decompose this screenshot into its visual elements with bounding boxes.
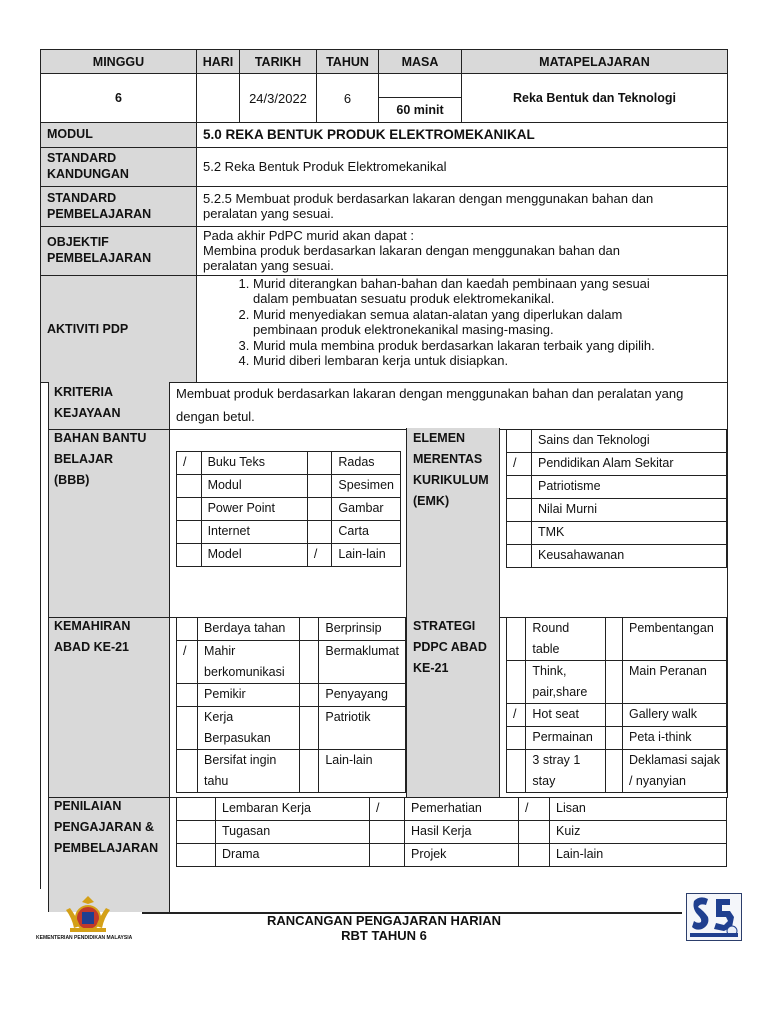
bbb-table — [176, 451, 401, 567]
kemahiran-tick[interactable]: / — [177, 641, 198, 684]
header-matapelajaran — [461, 49, 728, 74]
tarikh-cell — [239, 73, 317, 123]
kemahiran-tick[interactable] — [299, 750, 318, 793]
option-line: 3 stray 1 — [532, 753, 581, 767]
strategi-tick[interactable] — [507, 618, 526, 661]
bbb-option: Power Point — [201, 498, 307, 521]
bbb-option: Modul — [201, 475, 307, 498]
emk-option: Pendidikan Alam Sekitar — [532, 453, 727, 476]
sk-label-line2: KANDUNGAN — [47, 167, 129, 181]
bbb-label-line2: BELAJAR — [54, 452, 114, 466]
sp-value-cell — [196, 186, 728, 227]
strategi-option — [622, 704, 726, 727]
option-line: Peta i-think — [628, 730, 692, 744]
strategi-option — [622, 750, 726, 793]
emk-tick[interactable] — [507, 499, 532, 522]
option-line: Mahir — [204, 644, 236, 658]
kemahiran-option — [319, 707, 406, 750]
table-row — [177, 521, 401, 544]
op-label-cell — [40, 226, 197, 276]
bbb-tick[interactable]: / — [307, 544, 332, 567]
penilaian-option: Tugasan — [216, 821, 370, 844]
strategi-option — [526, 727, 605, 750]
kriteria-label — [54, 382, 120, 424]
bbb-option: Lain-lain — [332, 544, 401, 567]
footer-title — [142, 913, 626, 943]
op-line1: Pada akhir PdPC murid akan dapat : — [203, 228, 415, 243]
kriteria-label-line1: KRITERIA — [54, 385, 114, 399]
bbb-tick[interactable]: / — [177, 452, 202, 475]
list-item — [253, 276, 721, 307]
col-label: HARI — [202, 54, 234, 69]
penilaian-option: Drama — [216, 844, 370, 867]
strategi-tick[interactable] — [507, 661, 526, 704]
penilaian-tick[interactable] — [519, 844, 550, 867]
penilaian-label-line3: PEMBELAJARAN — [54, 841, 159, 855]
bbb-option: Model — [201, 544, 307, 567]
sk-label-line1: STANDARD — [47, 151, 117, 165]
sk-label-cell — [40, 147, 197, 187]
op-label-line1: OBJEKTIF — [47, 235, 109, 249]
bbb-label-line1: BAHAN BANTU — [54, 431, 147, 445]
strategi-tick[interactable] — [605, 727, 622, 750]
table-row — [507, 499, 727, 522]
kriteria-label-line2: KEJAYAAN — [54, 406, 121, 420]
table-row — [177, 452, 401, 475]
penilaian-tick[interactable] — [177, 798, 216, 821]
col-label: MASA — [401, 54, 439, 69]
tahun-value: 6 — [343, 90, 352, 106]
sp-line1: 5.2.5 Membuat produk berdasarkan lakaran dengan menggunakan bahan dan — [203, 191, 654, 206]
strategi-option — [526, 618, 605, 661]
aktiviti-item-line: pembinaan produk elektronekanikal masing-masing. — [253, 322, 554, 338]
penilaian-option: Lisan — [550, 798, 727, 821]
aktiviti-item-line: Murid diterangkan bahan-bahan dan kaedah pembinaan yang sesuai — [253, 276, 650, 291]
penilaian-tick[interactable] — [370, 821, 405, 844]
kemahiran-option — [198, 641, 300, 684]
kemahiran-option — [319, 750, 406, 793]
ministry-caption: KEMENTERIAN PENDIDIKAN MALAYSIA — [36, 935, 133, 941]
emk-table — [506, 429, 727, 568]
bbb-tick[interactable] — [307, 521, 332, 544]
op-line2: Membina produk berdasarkan lakaran dengan menggunakan bahan dan — [203, 243, 621, 258]
op-label-line2: PEMBELAJARAN — [47, 251, 152, 265]
emk-option: Patriotisme — [532, 476, 727, 499]
hari-cell — [196, 73, 240, 123]
header-masa — [378, 49, 462, 74]
lower-right-border — [727, 382, 728, 798]
option-line: stay — [532, 774, 556, 788]
list-item — [253, 307, 721, 338]
header-hari — [196, 49, 240, 74]
option-line: Permainan — [532, 730, 593, 744]
option-line: Hot seat — [532, 707, 579, 721]
matapelajaran-cell — [461, 73, 728, 123]
option-line: Lain-lain — [325, 753, 373, 767]
table-row — [177, 798, 727, 821]
kemahiran-tick[interactable] — [299, 684, 318, 707]
kemahiran-tick[interactable] — [299, 707, 318, 750]
table-row — [177, 475, 401, 498]
penilaian-option: Kuiz — [550, 821, 727, 844]
emk-label-line3: KURIKULUM — [413, 473, 489, 487]
strategi-tick[interactable] — [605, 750, 622, 793]
kemahiran-option — [319, 641, 406, 684]
penilaian-option: Pemerhatian — [405, 798, 519, 821]
table-row — [507, 476, 727, 499]
strategi-option — [526, 661, 605, 704]
table-row — [507, 545, 727, 568]
modul-value-cell — [196, 122, 728, 148]
tahun-cell — [316, 73, 379, 123]
aktiviti-item-line: Murid mula membina produk berdasarkan lakaran terbaik yang dipilih. — [253, 337, 655, 353]
table-row — [177, 750, 406, 793]
penilaian-tick[interactable]: / — [519, 798, 550, 821]
penilaian-label-line2: PENGAJARAN & — [54, 820, 155, 834]
table-row — [507, 704, 727, 727]
kemahiran-option — [198, 750, 300, 793]
option-line: Berdaya tahan — [204, 621, 286, 635]
option-line: Bersifat ingin — [204, 753, 277, 767]
kemahiran-option — [198, 707, 300, 750]
sp-line2: peralatan yang sesuai. — [203, 206, 334, 221]
table-row — [177, 544, 401, 567]
option-line: Round table — [532, 621, 570, 656]
emk-option: Nilai Murni — [532, 499, 727, 522]
kemahiran-tick[interactable] — [299, 618, 318, 641]
aktiviti-item-line: dalam pembuatan sesuatu produk elektromekanikal. — [253, 291, 555, 307]
option-line: Main Peranan — [628, 664, 707, 678]
bbb-option: Buku Teks — [201, 452, 307, 475]
hari-value — [197, 74, 239, 122]
emk-tick[interactable] — [507, 545, 532, 568]
strategi-tick[interactable] — [507, 727, 526, 750]
kemahiran-tick[interactable] — [177, 750, 198, 793]
emk-label — [413, 428, 489, 512]
table-row — [177, 641, 406, 684]
masa-cell — [378, 97, 462, 123]
emk-option: Keusahawanan — [532, 545, 727, 568]
table-row — [177, 684, 406, 707]
option-line: Pembentangan — [628, 621, 714, 635]
sk-value-cell — [196, 147, 728, 187]
penilaian-tick[interactable] — [370, 844, 405, 867]
option-line: Think, — [532, 664, 567, 678]
matapelajaran-value: Reka Bentuk dan Teknologi — [513, 91, 676, 105]
option-line: Gallery walk — [628, 707, 698, 721]
table-row — [507, 430, 727, 453]
option-line: Penyayang — [325, 687, 388, 701]
kemahiran-tick[interactable] — [299, 641, 318, 684]
table-row — [507, 750, 727, 793]
kemahiran-option — [198, 684, 300, 707]
strategi-tick[interactable] — [605, 704, 622, 727]
kriteria-text — [176, 382, 683, 428]
col-label: MINGGU — [92, 54, 145, 69]
kriteria-line1: Membuat produk berdasarkan lakaran dengan menggunakan bahan dan peralatan yang — [176, 386, 684, 401]
strategi-label-line3: KE-21 — [413, 661, 449, 675]
table-row — [177, 707, 406, 750]
kriteria-line2: dengan betul. — [176, 409, 255, 424]
masa-top-cell — [378, 73, 462, 98]
strategi-tick[interactable] — [507, 750, 526, 793]
header-tarikh — [239, 49, 317, 74]
table-row — [507, 727, 727, 750]
footer-title-line2: RBT TAHUN 6 — [341, 928, 427, 943]
footer-title-line1: RANCANGAN PENGAJARAN HARIAN — [266, 913, 501, 928]
school-logo-icon — [686, 893, 742, 941]
kemahiran-tick[interactable] — [177, 684, 198, 707]
bbb-tick[interactable] — [177, 498, 202, 521]
table-row — [507, 522, 727, 545]
penilaian-tick[interactable] — [177, 821, 216, 844]
kemahiran-option — [198, 618, 300, 641]
bbb-tick[interactable] — [177, 521, 202, 544]
kemahiran-label-line2: ABAD KE-21 — [54, 640, 130, 654]
emk-tick[interactable]: / — [507, 453, 532, 476]
option-line: pair,share — [532, 685, 588, 699]
modul-value: 5.0 REKA BENTUK PRODUK ELEKTROMEKANIKAL — [203, 127, 535, 142]
strategi-option — [622, 727, 726, 750]
lower-left-border — [40, 382, 41, 889]
sp-label-cell — [40, 186, 197, 227]
kemahiran-option — [319, 618, 406, 641]
aktiviti-value-cell — [196, 275, 728, 383]
table-row — [507, 661, 727, 704]
tarikh-value: 24/3/2022 — [249, 90, 307, 106]
strategi-option — [622, 661, 726, 704]
minggu-value: 6 — [115, 91, 122, 105]
emk-label-line1: ELEMEN — [413, 431, 466, 445]
col-label: TARIKH — [254, 54, 302, 69]
kemahiran-option — [319, 684, 406, 707]
emk-tick[interactable] — [507, 476, 532, 499]
strategi-option — [526, 750, 605, 793]
penilaian-option: Projek — [405, 844, 519, 867]
table-row — [507, 618, 727, 661]
header-minggu — [40, 49, 197, 74]
sp-label-line1: STANDARD — [47, 191, 117, 205]
strategi-table — [506, 617, 727, 793]
aktiviti-item-line: Murid menyediakan semua alatan-alatan yang diperlukan dalam — [253, 306, 623, 322]
option-line: Deklamasi sajak — [628, 753, 720, 767]
table-row — [507, 453, 727, 476]
bbb-tick[interactable] — [177, 544, 202, 567]
bbb-option: Radas — [332, 452, 401, 475]
penilaian-option: Lembaran Kerja — [216, 798, 370, 821]
penilaian-option: Lain-lain — [550, 844, 727, 867]
penilaian-tick[interactable] — [519, 821, 550, 844]
modul-label: MODUL — [47, 127, 93, 141]
penilaian-option: Hasil Kerja — [405, 821, 519, 844]
penilaian-label — [54, 796, 158, 859]
penilaian-tick[interactable]: / — [370, 798, 405, 821]
strategi-label — [413, 616, 487, 679]
option-line: / nyanyian — [628, 774, 686, 788]
strategi-option — [622, 618, 726, 661]
option-line: berkomunikasi — [204, 665, 285, 679]
sk-value: 5.2 Reka Bentuk Produk Elektromekanikal — [203, 159, 447, 174]
bbb-option: Spesimen — [332, 475, 401, 498]
emk-label-line4: (EMK) — [413, 494, 450, 508]
bbb-option: Gambar — [332, 498, 401, 521]
aktiviti-list — [203, 276, 721, 368]
school-logo — [686, 893, 742, 941]
modul-label-cell — [40, 122, 197, 148]
kemahiran-label — [54, 616, 130, 658]
sp-label-line2: PEMBELAJARAN — [47, 207, 152, 221]
strategi-tick[interactable] — [605, 618, 622, 661]
penilaian-tick[interactable] — [177, 844, 216, 867]
strategi-tick[interactable]: / — [507, 704, 526, 727]
col-label: MATAPELAJARAN — [539, 54, 650, 69]
bbb-label — [54, 428, 146, 491]
kemahiran-tick[interactable] — [177, 707, 198, 750]
option-line: Pemikir — [204, 687, 246, 701]
aktiviti-item-line: Murid diberi lembaran kerja untuk disiapkan. — [253, 353, 509, 369]
option-line: Patriotik — [325, 710, 371, 724]
kemahiran-tick[interactable] — [177, 618, 198, 641]
aktiviti-label: AKTIVITI PDP — [47, 322, 129, 336]
emk-tick[interactable] — [507, 430, 532, 453]
bbb-tick[interactable] — [307, 452, 332, 475]
masa-value: 60 minit — [396, 103, 444, 117]
emk-label-line2: MERENTAS — [413, 452, 483, 466]
kemahiran-label-line1: KEMAHIRAN — [54, 619, 131, 633]
table-row — [177, 498, 401, 521]
bbb-option: Internet — [201, 521, 307, 544]
strategi-tick[interactable] — [605, 661, 622, 704]
header-tahun — [316, 49, 379, 74]
strategi-label-line1: STRATEGI — [413, 619, 476, 633]
bbb-tick[interactable] — [307, 475, 332, 498]
strategi-label-line2: PDPC ABAD — [413, 640, 487, 654]
option-line: Bermaklumat — [325, 644, 399, 658]
bbb-tick[interactable] — [177, 475, 202, 498]
option-line: Kerja — [204, 710, 234, 724]
strategi-option — [526, 704, 605, 727]
option-line: Berprinsip — [325, 621, 382, 635]
list-item — [253, 338, 721, 353]
col-label: TAHUN — [326, 54, 369, 69]
aktiviti-label-cell — [40, 275, 197, 383]
table-row — [177, 844, 727, 867]
penilaian-label-line1: PENILAIAN — [54, 799, 122, 813]
op-line3: peralatan yang sesuai. — [203, 258, 334, 273]
option-line: tahu — [204, 774, 229, 788]
table-row — [177, 821, 727, 844]
op-value-cell — [196, 226, 728, 276]
minggu-cell — [40, 73, 197, 123]
kemahiran-table — [176, 617, 406, 793]
option-line: Berpasukan — [204, 731, 271, 745]
bbb-label-line3: (BBB) — [54, 473, 90, 487]
emk-option: Sains dan Teknologi — [532, 430, 727, 453]
list-item — [253, 353, 721, 368]
bbb-tick[interactable] — [307, 498, 332, 521]
bbb-option: Carta — [332, 521, 401, 544]
table-row — [177, 618, 406, 641]
emk-tick[interactable] — [507, 522, 532, 545]
emk-option: TMK — [532, 522, 727, 545]
penilaian-table — [176, 797, 727, 867]
